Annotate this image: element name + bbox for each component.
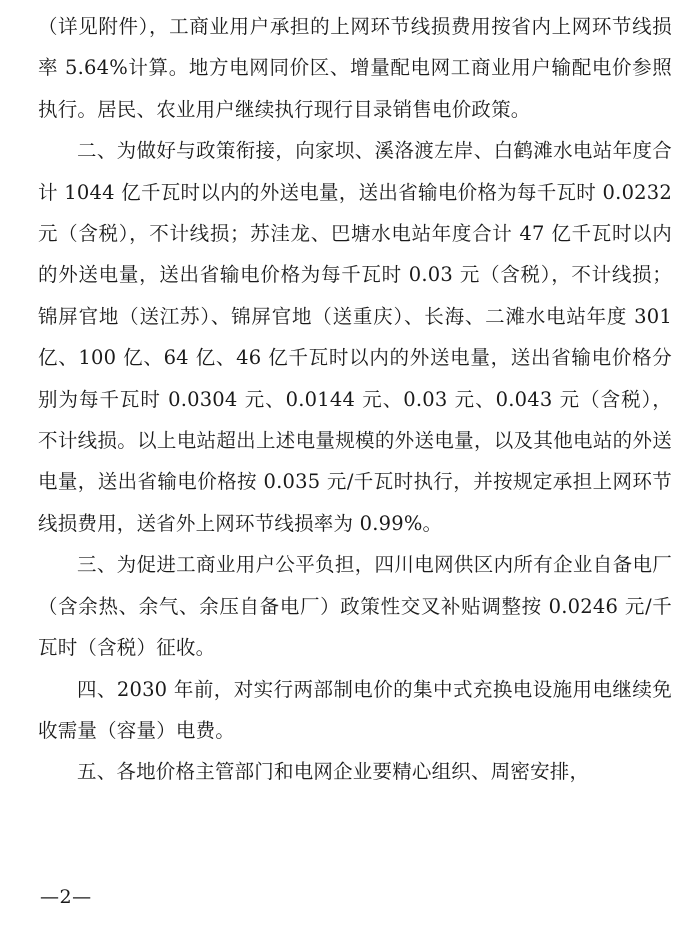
paragraph-continuation: （详见附件），工商业用户承担的上网环节线损费用按省内上网环节线损率 5.64%计算。地方电网同价区、增量配电网工商业用户输配电价参照执行。居民、农业用户继续执行现行目录销售电价政策。 <box>38 15 672 121</box>
paragraph-item-5: 五、各地价格主管部门和电网企业要精心组织、周密安排， <box>77 760 590 784</box>
paragraph-item-3: 三、为促进工商业用户公平负担，四川电网供区内所有企业自备电厂（含余热、余气、余压自备电厂）政策性交叉补贴调整按 0.0246 元/千瓦时（含税）征收。 <box>38 553 672 660</box>
paragraph-item-2: 二、为做好与政策衔接，向家坝、溪洛渡左岸、白鹤滩水电站年度合计 1044 亿千瓦时以内的外送电量，送出省输电价格为每千瓦时 0.0232 元（含税），不计线损；苏洼龙、巴塘水电站年度合计 47 亿千瓦时以内的外送电量，送出省输电价格为每千瓦时 0.03 元（含税），不计线损；锦屏官地（送江苏）、锦屏官地（送重庆）、长海、二滩水电站年度 301 亿、100 亿、64 亿、46 亿千瓦时以内的外送电量，送出省输电价格分别为每千瓦时 0.0304 元、0.0144 元、0.03 元、0.043 元（含税），不计线损。以上电站超出上述电量规模的外送电量，以及其他电站的外送电量，送出省输电价格按 0.035 元/千瓦时执行，并按规定承担上网环节线损费用，送省外上网环节线损率为 0.99%。 <box>38 139 672 535</box>
paragraph-item-4: 四、2030 年前，对实行两部制电价的集中式充换电设施用电继续免收需量（容量）电费。 <box>38 677 672 742</box>
document-body <box>38 6 672 793</box>
page-number: —2— <box>40 886 92 908</box>
